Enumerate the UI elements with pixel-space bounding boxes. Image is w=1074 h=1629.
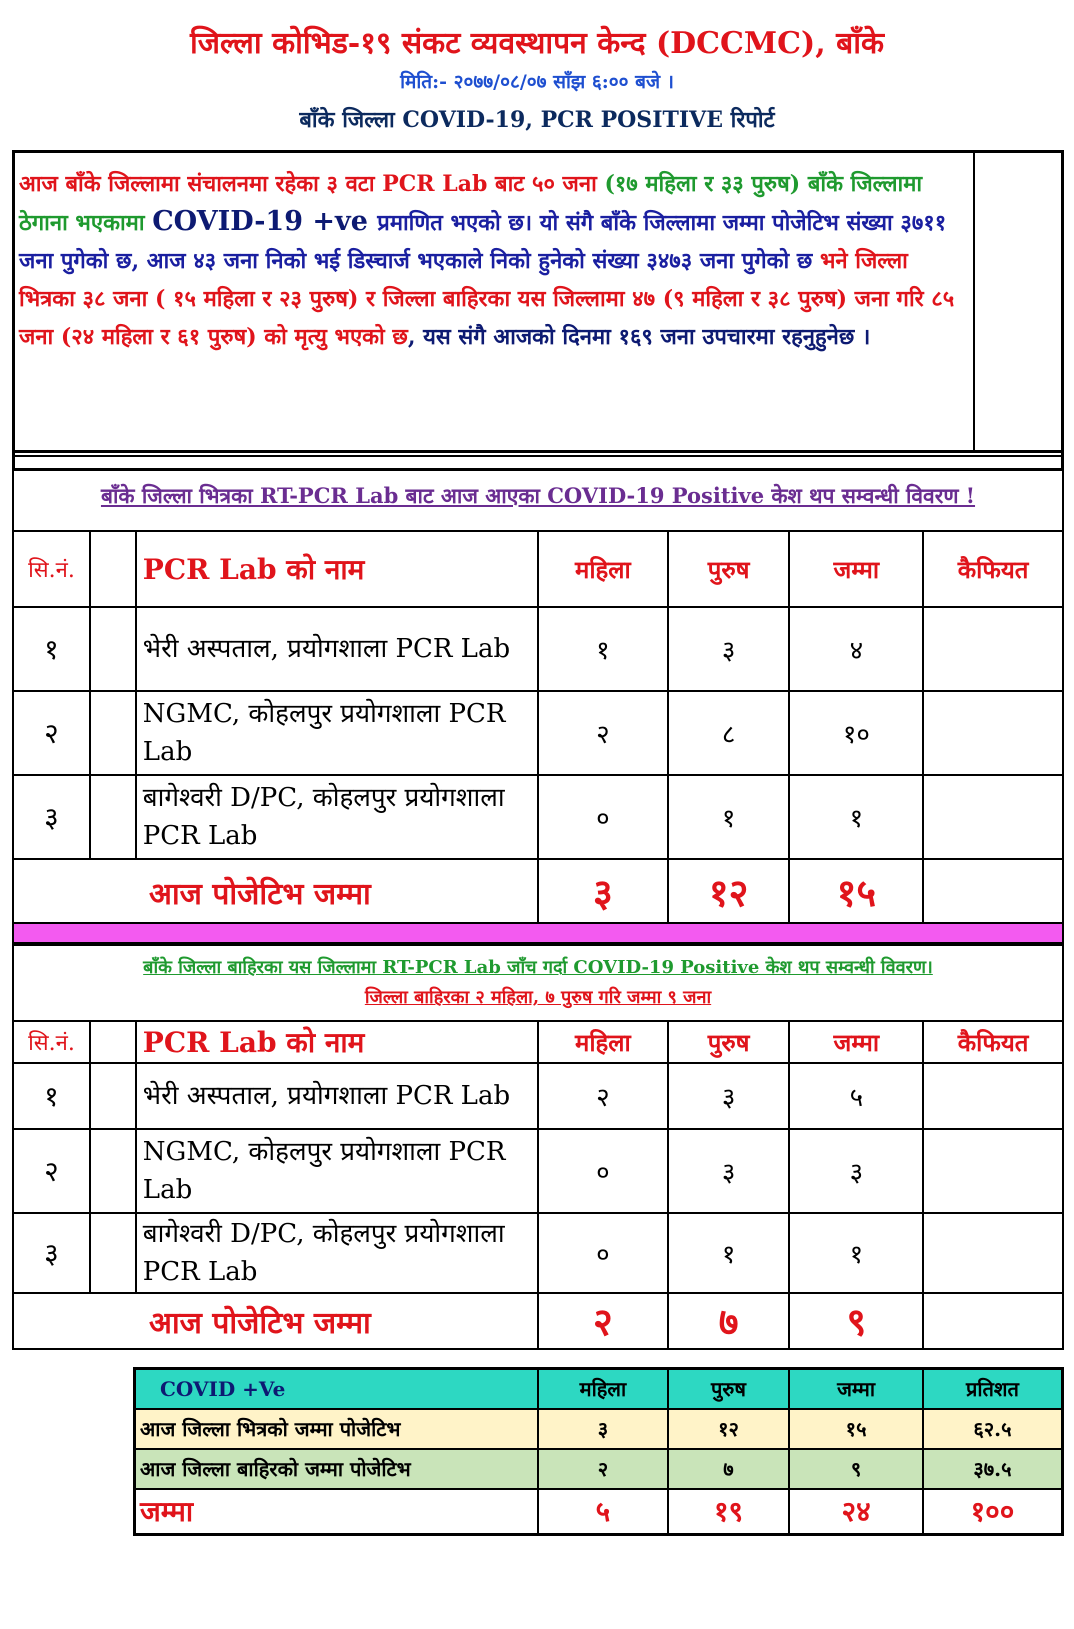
table2-header-male: पुरुष xyxy=(668,1021,790,1063)
table2-total-female: २ xyxy=(538,1293,668,1349)
table2-blank-cell xyxy=(90,1021,136,1063)
table2-row2-remarks xyxy=(923,1129,1063,1213)
table2-row2-female: ० xyxy=(538,1129,668,1213)
table1-row1-male: ३ xyxy=(668,607,790,691)
table1-caption: बाँके जिल्ला भित्रका RT-PCR Lab बाट आज आएका COVID-19 Positive केश थप सम्वन्धी विवरण ! xyxy=(13,456,1063,531)
summary-row2-total: ९ xyxy=(789,1449,923,1489)
table1-header-remarks: कैफियत xyxy=(923,531,1063,607)
table2-row1-female: २ xyxy=(538,1063,668,1129)
table2-total-row xyxy=(13,1293,1063,1349)
table1-header-total: जम्मा xyxy=(789,531,923,607)
table1-header-male: पुरुष xyxy=(668,531,790,607)
table2-blank-cell xyxy=(90,1213,136,1293)
table1-row3-remarks xyxy=(923,775,1063,859)
table1-row2-male: ८ xyxy=(668,691,790,775)
report-title: जिल्ला कोभिड-१९ संकट व्यवस्थापन केन्द (DCCMC), बाँके xyxy=(189,26,885,61)
table2-total-label: आज पोजेटिभ जम्मा xyxy=(13,1293,538,1349)
summary-header-female: महिला xyxy=(538,1369,668,1409)
summary-header-percent: प्रतिशत xyxy=(923,1369,1063,1409)
table2-header-sn: सि.नं. xyxy=(13,1021,90,1063)
table1-row3-sn: ३ xyxy=(13,775,90,859)
summary-divider xyxy=(973,153,975,450)
table1-row1-lab: भेरी अस्पताल, प्रयोगशाला PCR Lab xyxy=(136,607,538,691)
summary-total-row xyxy=(135,1489,1063,1535)
table1-total-total: १५ xyxy=(789,859,923,925)
report-subtitle: बाँके जिल्ला COVID-19, PCR POSITIVE रिपोर्ट xyxy=(299,107,775,133)
summary-row1-percent: ६२.५ xyxy=(923,1409,1063,1449)
summary-row1-total: १५ xyxy=(789,1409,923,1449)
table1-header-female: महिला xyxy=(538,531,668,607)
table2-row3-total: १ xyxy=(789,1213,923,1293)
table2-row3-male: १ xyxy=(668,1213,790,1293)
table2-header-lab: PCR Lab को नाम xyxy=(136,1021,538,1063)
table-row xyxy=(13,691,1063,775)
summary-row2-label: आज जिल्ला बाहिरको जम्मा पोजेटिभ xyxy=(135,1449,539,1489)
table-row xyxy=(135,1409,1063,1449)
table1-row1-sn: १ xyxy=(13,607,90,691)
table2-row1-remarks xyxy=(923,1063,1063,1129)
table2-row3-lab: बागेश्वरी D/PC, कोहलपुर प्रयोगशाला PCR Lab xyxy=(136,1213,538,1293)
summary-table-header xyxy=(135,1369,1063,1409)
summary-row1-male: १२ xyxy=(668,1409,790,1449)
table2-caption: बाँके जिल्ला बाहिरका यस जिल्लामा RT-PCR Lab जाँच गर्दा COVID-19 Positive केश थप सम्वन्धी विवरण। xyxy=(143,957,933,978)
summary-part-4: प्रमाणित भएको छ। यो संगै बाँके जिल्लामा जम्मा पोजेटिभ संख्या ३७११ जना पुगेको छ, आज ४३ जना निको भई डिस्चार्ज भएकाले निको हुनेको संख्या ३४७३ जना पुगेको छ xyxy=(19,210,947,274)
table1-row2-remarks xyxy=(923,691,1063,775)
table2-blank-cell xyxy=(90,1129,136,1213)
outside-district-table xyxy=(12,944,1064,1350)
report-header xyxy=(0,0,1074,142)
table2-total-male: ७ xyxy=(668,1293,790,1349)
table-row xyxy=(13,1213,1063,1293)
table2-row2-total: ३ xyxy=(789,1129,923,1213)
table2-row1-sn: १ xyxy=(13,1063,90,1129)
table1-row1-female: १ xyxy=(538,607,668,691)
inside-district-table xyxy=(12,455,1064,926)
table1-total-remarks xyxy=(923,859,1063,925)
summary-part-3: COVID-19 +ve xyxy=(152,206,378,237)
summary-part-2: (१७ महिला र ३३ पुरुष) बाँके जिल्लामा ठेगाना भएकामा xyxy=(19,171,923,236)
report-date: मिति:- २०७७/०८/०७ साँझ ६:०० बजे । xyxy=(400,71,674,93)
section-divider-bar xyxy=(12,922,1064,944)
table1-row2-sn: २ xyxy=(13,691,90,775)
table1-row1-remarks xyxy=(923,607,1063,691)
table1-blank-cell xyxy=(90,531,136,607)
summary-header-total: जम्मा xyxy=(789,1369,923,1409)
table2-row3-remarks xyxy=(923,1213,1063,1293)
summary-row2-male: ७ xyxy=(668,1449,790,1489)
table2-row2-male: ३ xyxy=(668,1129,790,1213)
table1-row2-female: २ xyxy=(538,691,668,775)
table2-row3-female: ० xyxy=(538,1213,668,1293)
summary-part-6: , यस संगै आजको दिनमा १६९ जना उपचारमा रहनुहुनेछ । xyxy=(407,324,871,350)
summary-paragraph xyxy=(19,165,969,356)
summary-header-male: पुरुष xyxy=(668,1369,790,1409)
table1-row2-total: १० xyxy=(789,691,923,775)
table2-row1-total: ५ xyxy=(789,1063,923,1129)
table1-blank-cell xyxy=(90,691,136,775)
summary-total-male: १९ xyxy=(668,1489,790,1535)
table-row xyxy=(13,607,1063,691)
table2-total-remarks xyxy=(923,1293,1063,1349)
table-row xyxy=(13,775,1063,859)
table1-header-sn: सि.नं. xyxy=(13,531,90,607)
table1-row1-total: ४ xyxy=(789,607,923,691)
table1-blank-cell xyxy=(90,607,136,691)
summary-part-1: आज बाँके जिल्लामा संचालनमा रहेका ३ वटा PCR Lab बाट ५० जना xyxy=(19,171,597,197)
summary-box xyxy=(12,150,1064,453)
summary-total-label: जम्मा xyxy=(135,1489,539,1535)
table1-row3-lab: बागेश्वरी D/PC, कोहलपुर प्रयोगशाला PCR Lab xyxy=(136,775,538,859)
table2-row1-male: ३ xyxy=(668,1063,790,1129)
table2-header-remarks: कैफियत xyxy=(923,1021,1063,1063)
table1-row3-male: १ xyxy=(668,775,790,859)
table2-caption-cell xyxy=(13,945,1063,1021)
table2-row2-lab: NGMC, कोहलपुर प्रयोगशाला PCR Lab xyxy=(136,1129,538,1213)
table2-row2-sn: २ xyxy=(13,1129,90,1213)
summary-row2-percent: ३७.५ xyxy=(923,1449,1063,1489)
table1-row3-female: ० xyxy=(538,775,668,859)
table1-blank-cell xyxy=(90,775,136,859)
table1-total-label: आज पोजेटिभ जम्मा xyxy=(13,859,538,925)
table-row xyxy=(13,1129,1063,1213)
table2-header-female: महिला xyxy=(538,1021,668,1063)
table2-subcaption: जिल्ला बाहिरका २ महिला, ७ पुरुष गरि जम्मा ९ जना xyxy=(364,987,712,1008)
table1-total-row xyxy=(13,859,1063,925)
table1-header-lab: PCR Lab को नाम xyxy=(136,531,538,607)
table1-total-male: १२ xyxy=(668,859,790,925)
table1-row3-total: १ xyxy=(789,775,923,859)
table2-header-total: जम्मा xyxy=(789,1021,923,1063)
summary-header-label: COVID +Ve xyxy=(135,1369,539,1409)
positive-summary-table xyxy=(133,1367,1064,1536)
summary-part-5: भने जिल्ला भित्रका ३८ जना ( १५ महिला र २३ पुरुष) र जिल्ला बाहिरका यस जिल्लामा ४७ (९ महिला र ३८ पुरुष) जना गरि ८५ जना (२४ महिला र ६१ पुरुष) को मृत्यु भएको छ xyxy=(19,248,955,350)
table2-total-total: ९ xyxy=(789,1293,923,1349)
table1-row2-lab: NGMC, कोहलपुर प्रयोगशाला PCR Lab xyxy=(136,691,538,775)
summary-row1-female: ३ xyxy=(538,1409,668,1449)
summary-total-percent: १०० xyxy=(923,1489,1063,1535)
table2-row1-lab: भेरी अस्पताल, प्रयोगशाला PCR Lab xyxy=(136,1063,538,1129)
summary-row2-female: २ xyxy=(538,1449,668,1489)
summary-row1-label: आज जिल्ला भित्रको जम्मा पोजेटिभ xyxy=(135,1409,539,1449)
table-row xyxy=(13,1063,1063,1129)
summary-total-female: ५ xyxy=(538,1489,668,1535)
summary-total-total: २४ xyxy=(789,1489,923,1535)
table2-blank-cell xyxy=(90,1063,136,1129)
table2-row3-sn: ३ xyxy=(13,1213,90,1293)
table1-total-female: ३ xyxy=(538,859,668,925)
table-row xyxy=(135,1449,1063,1489)
